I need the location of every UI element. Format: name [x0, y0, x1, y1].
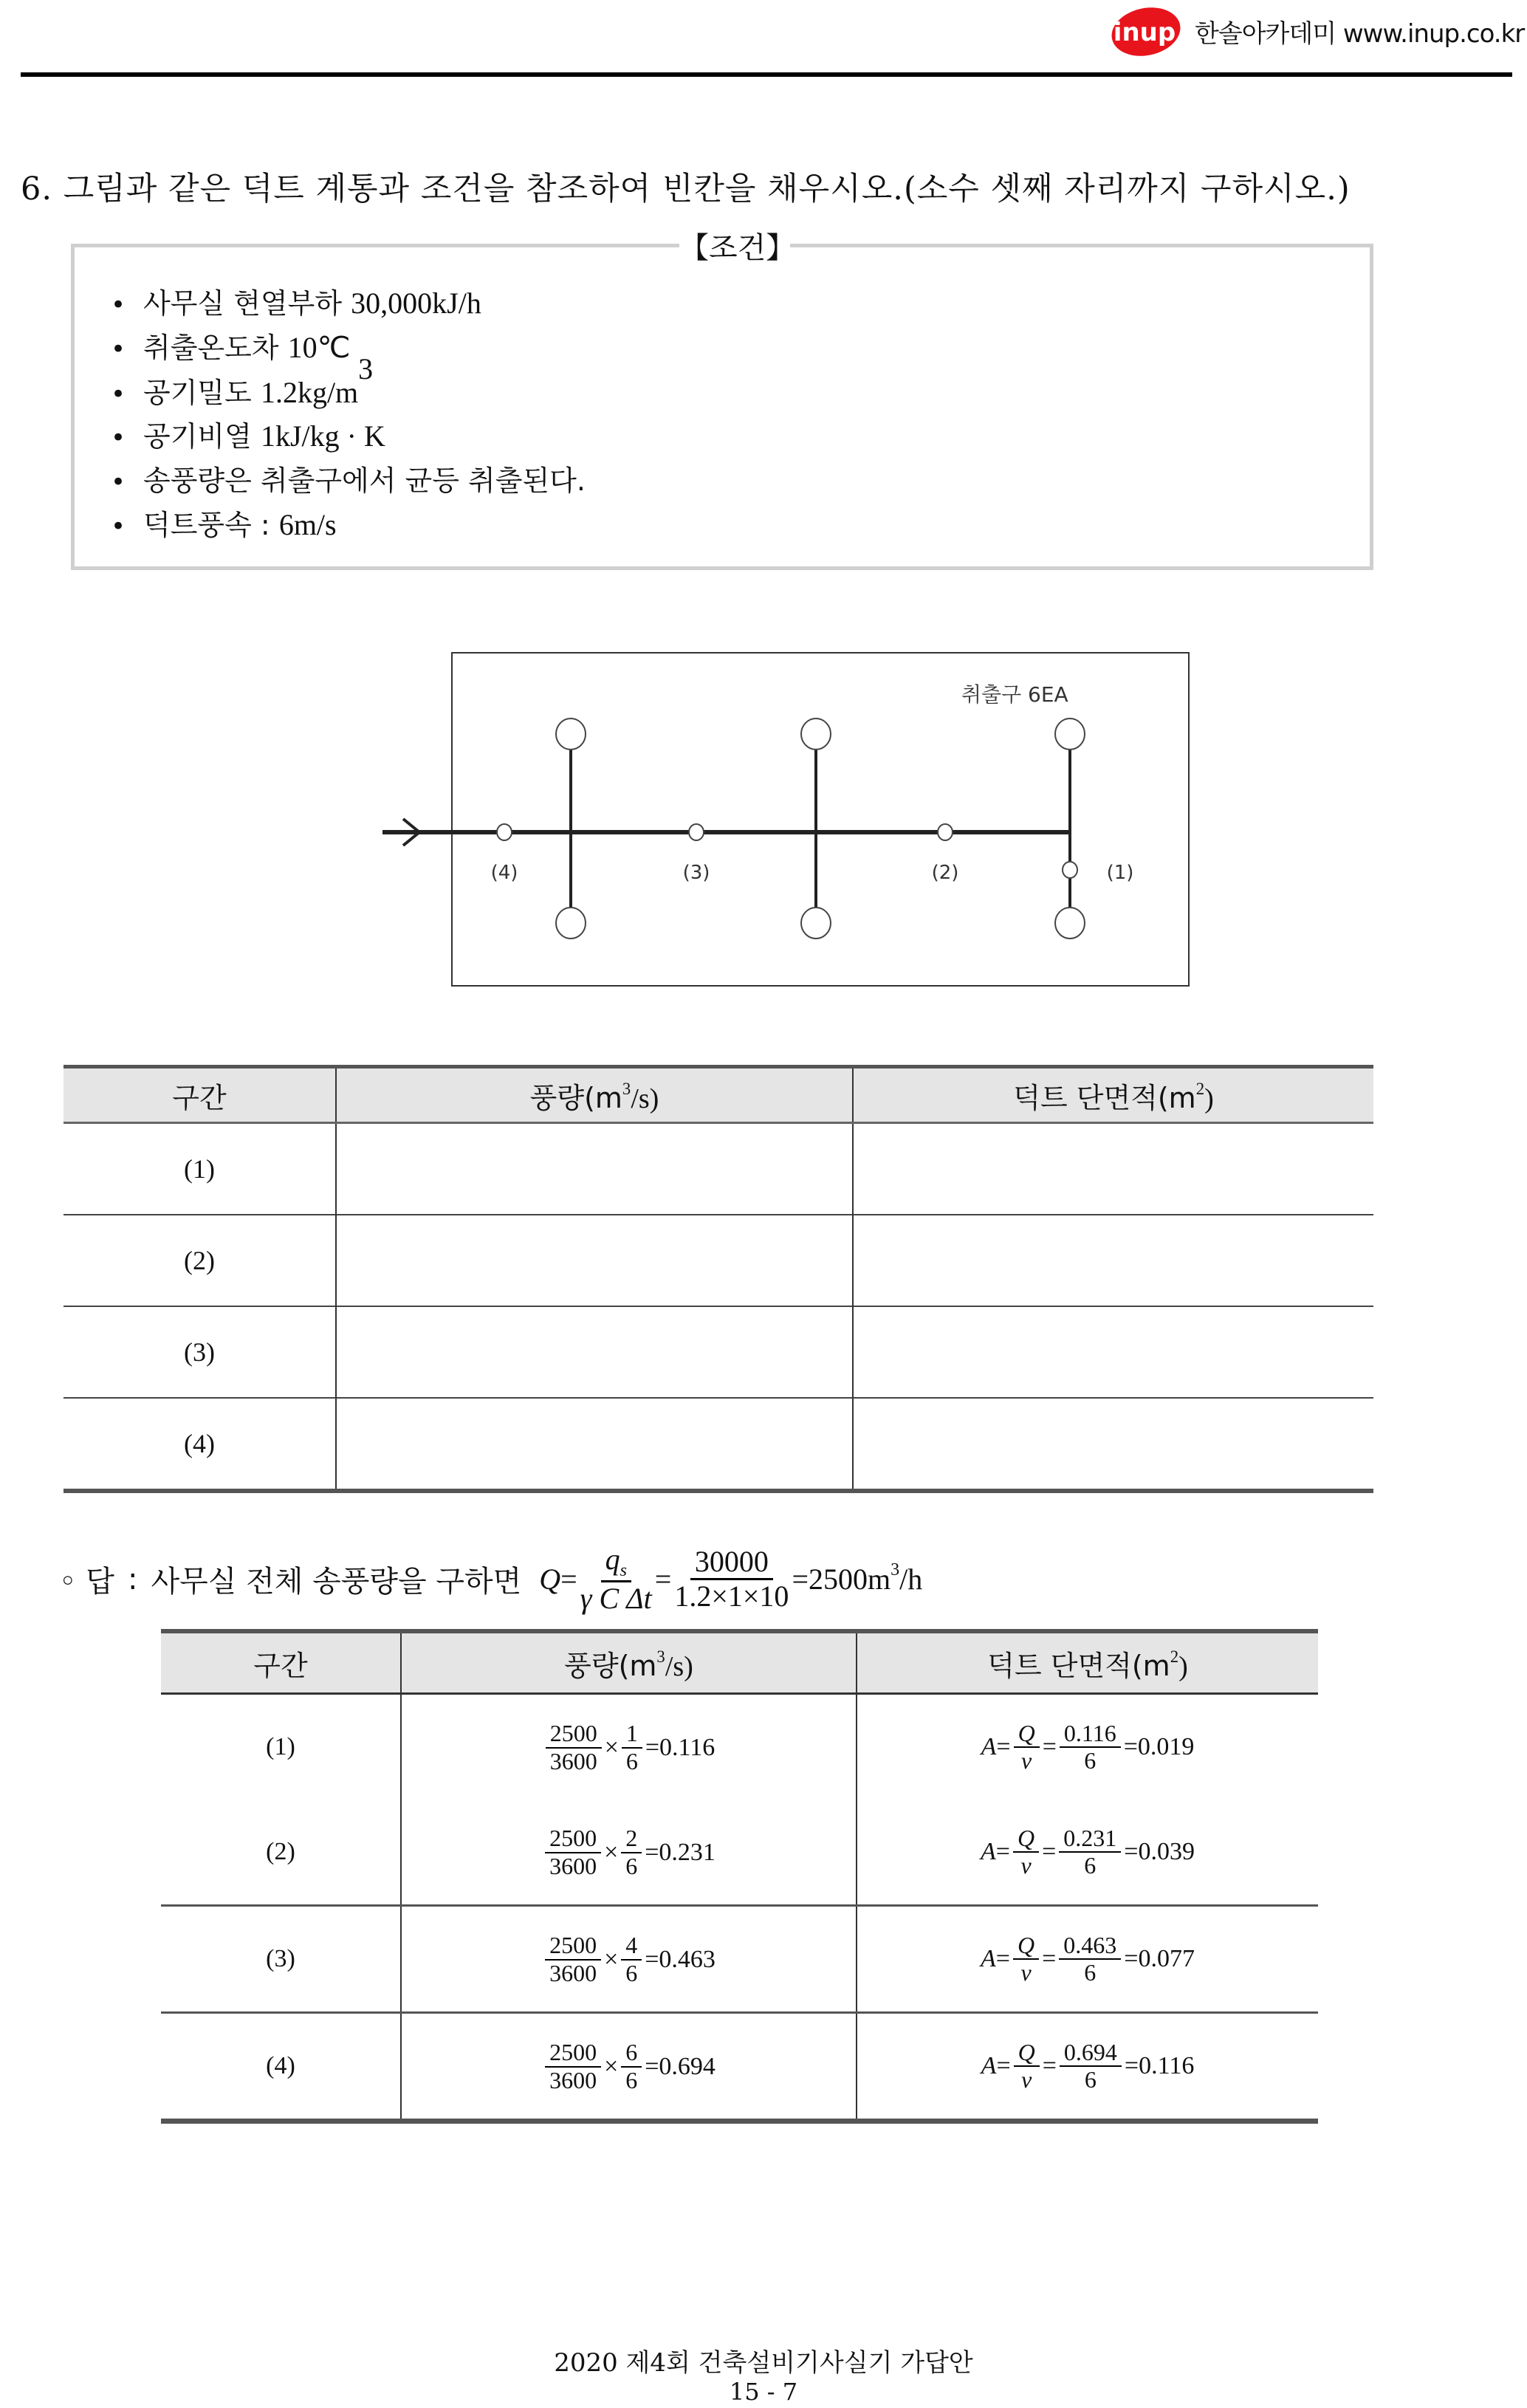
- section-label-3: (3): [682, 862, 710, 884]
- area-value: =0.039: [1124, 1838, 1195, 1865]
- flow-value: =0.116: [645, 1733, 716, 1761]
- condition-item: • 송풍량은 취출구에서 균등 취출된다.: [111, 464, 586, 497]
- duct-diagram: [369, 642, 1218, 997]
- answer-intro: ◦ 답 : 사무실 전체 송풍량을 구하면 Q = $\frac{q_s}{\text{γ C Δt}}$ = $\frac{30000}{1.2\times 1\times 10}$ $=2500m^3/h$: [59, 1543, 923, 1616]
- table-row: [64, 1215, 1373, 1306]
- answer-text: 사무실 전체 송풍량을 구하면: [151, 1565, 522, 1599]
- header-section: 구간: [161, 1631, 401, 1694]
- table-row: [64, 1398, 1373, 1491]
- question-title: 6. 그림과 같은 덕트 계통과 조건을 참조하여 빈칸을 채우시오.(소수 셋째 자리까지 구하시오.): [21, 171, 1351, 207]
- condition-item: • 공기밀도 $1.2kg/m^3$: [111, 352, 374, 409]
- logo-text: inup: [1113, 18, 1176, 47]
- inup-logo: [1108, 6, 1181, 56]
- value-fraction: $\frac{30000}{1.2\times 1\times 10}$: [674, 1545, 789, 1613]
- section-label-4: (4): [490, 862, 518, 884]
- area-value: =0.077: [1124, 1945, 1195, 1972]
- section-cell: (2): [266, 1838, 295, 1865]
- area-value: =0.019: [1123, 1733, 1195, 1760]
- flow-cell: [336, 1215, 853, 1306]
- condition-item: • 공기비열 1kJ/kg · K: [111, 419, 385, 453]
- section-cell: (2): [64, 1215, 336, 1306]
- condition-item: • 덕트풍속 : 6m/s: [111, 508, 337, 541]
- formula-fraction: $\frac{q_s}{\text{γ C Δt}}$: [580, 1543, 652, 1616]
- table-row: [64, 1123, 1373, 1215]
- section-marker: [938, 824, 953, 840]
- header-divider: [21, 72, 1512, 77]
- area-cell: A = $\frac{Q}{v}$ = $\frac{0.116}{6}$ =0.019: [857, 1694, 1318, 1800]
- branch-ducts: [497, 718, 1085, 939]
- header-flow: 풍량$(m^3/s)$: [401, 1631, 857, 1694]
- table-row: [161, 1906, 1318, 2013]
- bullet-icon: •: [111, 380, 126, 409]
- flow-cell: $\frac{2500}{3600}$ × $\frac{6}{6}$ =0.694: [401, 2013, 857, 2121]
- area-cell: [853, 1306, 1373, 1398]
- flow-cell: $\frac{2500}{3600}$ × $\frac{2}{6}$ =0.231: [401, 1800, 857, 1906]
- area-cell: [853, 1215, 1373, 1306]
- area-cell: [853, 1398, 1373, 1491]
- header-area: 덕트 단면적$(m^2)$: [857, 1631, 1318, 1694]
- area-cell: A = $\frac{Q}{v}$ = $\frac{0.694}{6}$ =0.116: [857, 2013, 1318, 2121]
- section-cell: (1): [161, 1694, 401, 1800]
- outlet-icon: [801, 718, 831, 750]
- blank-answer-table: [64, 1065, 1373, 1493]
- outlet-icon: [1055, 718, 1085, 750]
- header-area: 덕트 단면적$(m^2)$: [853, 1067, 1373, 1123]
- section-cell: (3): [161, 1906, 401, 2013]
- section-marker: [497, 824, 512, 840]
- answer-colon: :: [127, 1562, 138, 1596]
- area-cell: [853, 1123, 1373, 1215]
- outlet-label: 취출구 6EA: [961, 682, 1068, 707]
- q-symbol: Q: [539, 1563, 561, 1596]
- outlet-icon: [556, 908, 586, 939]
- section-marker: [689, 824, 704, 840]
- area-cell: A = $\frac{Q}{v}$ = $\frac{0.231}{6}$ =0.039: [857, 1800, 1318, 1906]
- flow-value: =0.694: [645, 2052, 716, 2080]
- area-cell: A = $\frac{Q}{v}$ = $\frac{0.463}{6}$ =0.077: [857, 1906, 1318, 2013]
- total-flow-result: $=2500m^3/h$: [792, 1560, 923, 1596]
- section-cell: (4): [161, 2013, 401, 2121]
- page-number: 15 - 7: [729, 2378, 798, 2406]
- flow-value: =0.463: [645, 1945, 716, 1973]
- section-marker: [1063, 862, 1077, 878]
- flow-cell: [336, 1398, 853, 1491]
- solution-table: [161, 1629, 1318, 2124]
- flow-cell: $\frac{2500}{3600}$ × $\frac{4}{6}$ =0.463: [401, 1906, 857, 2013]
- condition-item: • 취출온도차 10℃: [111, 331, 351, 364]
- table-row: [161, 1800, 1318, 1906]
- header-section: 구간: [64, 1067, 336, 1123]
- area-value: =0.116: [1124, 2052, 1195, 2079]
- table-row: [161, 1694, 1318, 1800]
- section-label-2: (2): [931, 862, 959, 884]
- answer-prefix: ◦ 답: [59, 1565, 114, 1599]
- bullet-icon: •: [111, 512, 126, 541]
- outlet-icon: [556, 718, 586, 750]
- section-cell: (3): [64, 1306, 336, 1398]
- flow-cell: [336, 1306, 853, 1398]
- bullet-icon: •: [111, 467, 126, 497]
- conditions-title: 【조건】: [679, 224, 790, 267]
- bullet-icon: •: [111, 423, 126, 453]
- condition-item: • 사무실 현열부하 30,000kJ/h: [111, 287, 481, 320]
- bullet-icon: •: [111, 335, 126, 364]
- brand-text: 한솔아카데미 www.inup.co.kr: [1195, 19, 1525, 49]
- footer-title: 2020 제4회 건축설비기사실기 가답안: [554, 2348, 973, 2378]
- flow-value: =0.231: [645, 1838, 716, 1866]
- bullet-icon: •: [111, 290, 126, 320]
- section-cell: (4): [64, 1398, 336, 1491]
- section-cell: (1): [184, 1154, 215, 1184]
- table-row: [161, 2013, 1318, 2121]
- flow-cell: $\frac{2500}{3600}$ × $\frac{1}{6}$ =0.116: [401, 1694, 857, 1800]
- table-row: [64, 1306, 1373, 1398]
- section-label-1: (1): [1106, 862, 1134, 884]
- outlet-icon: [1055, 908, 1085, 939]
- outlet-icon: [801, 908, 831, 939]
- header-flow: 풍량$(m^3/s)$: [336, 1067, 853, 1123]
- flow-cell: [336, 1123, 853, 1215]
